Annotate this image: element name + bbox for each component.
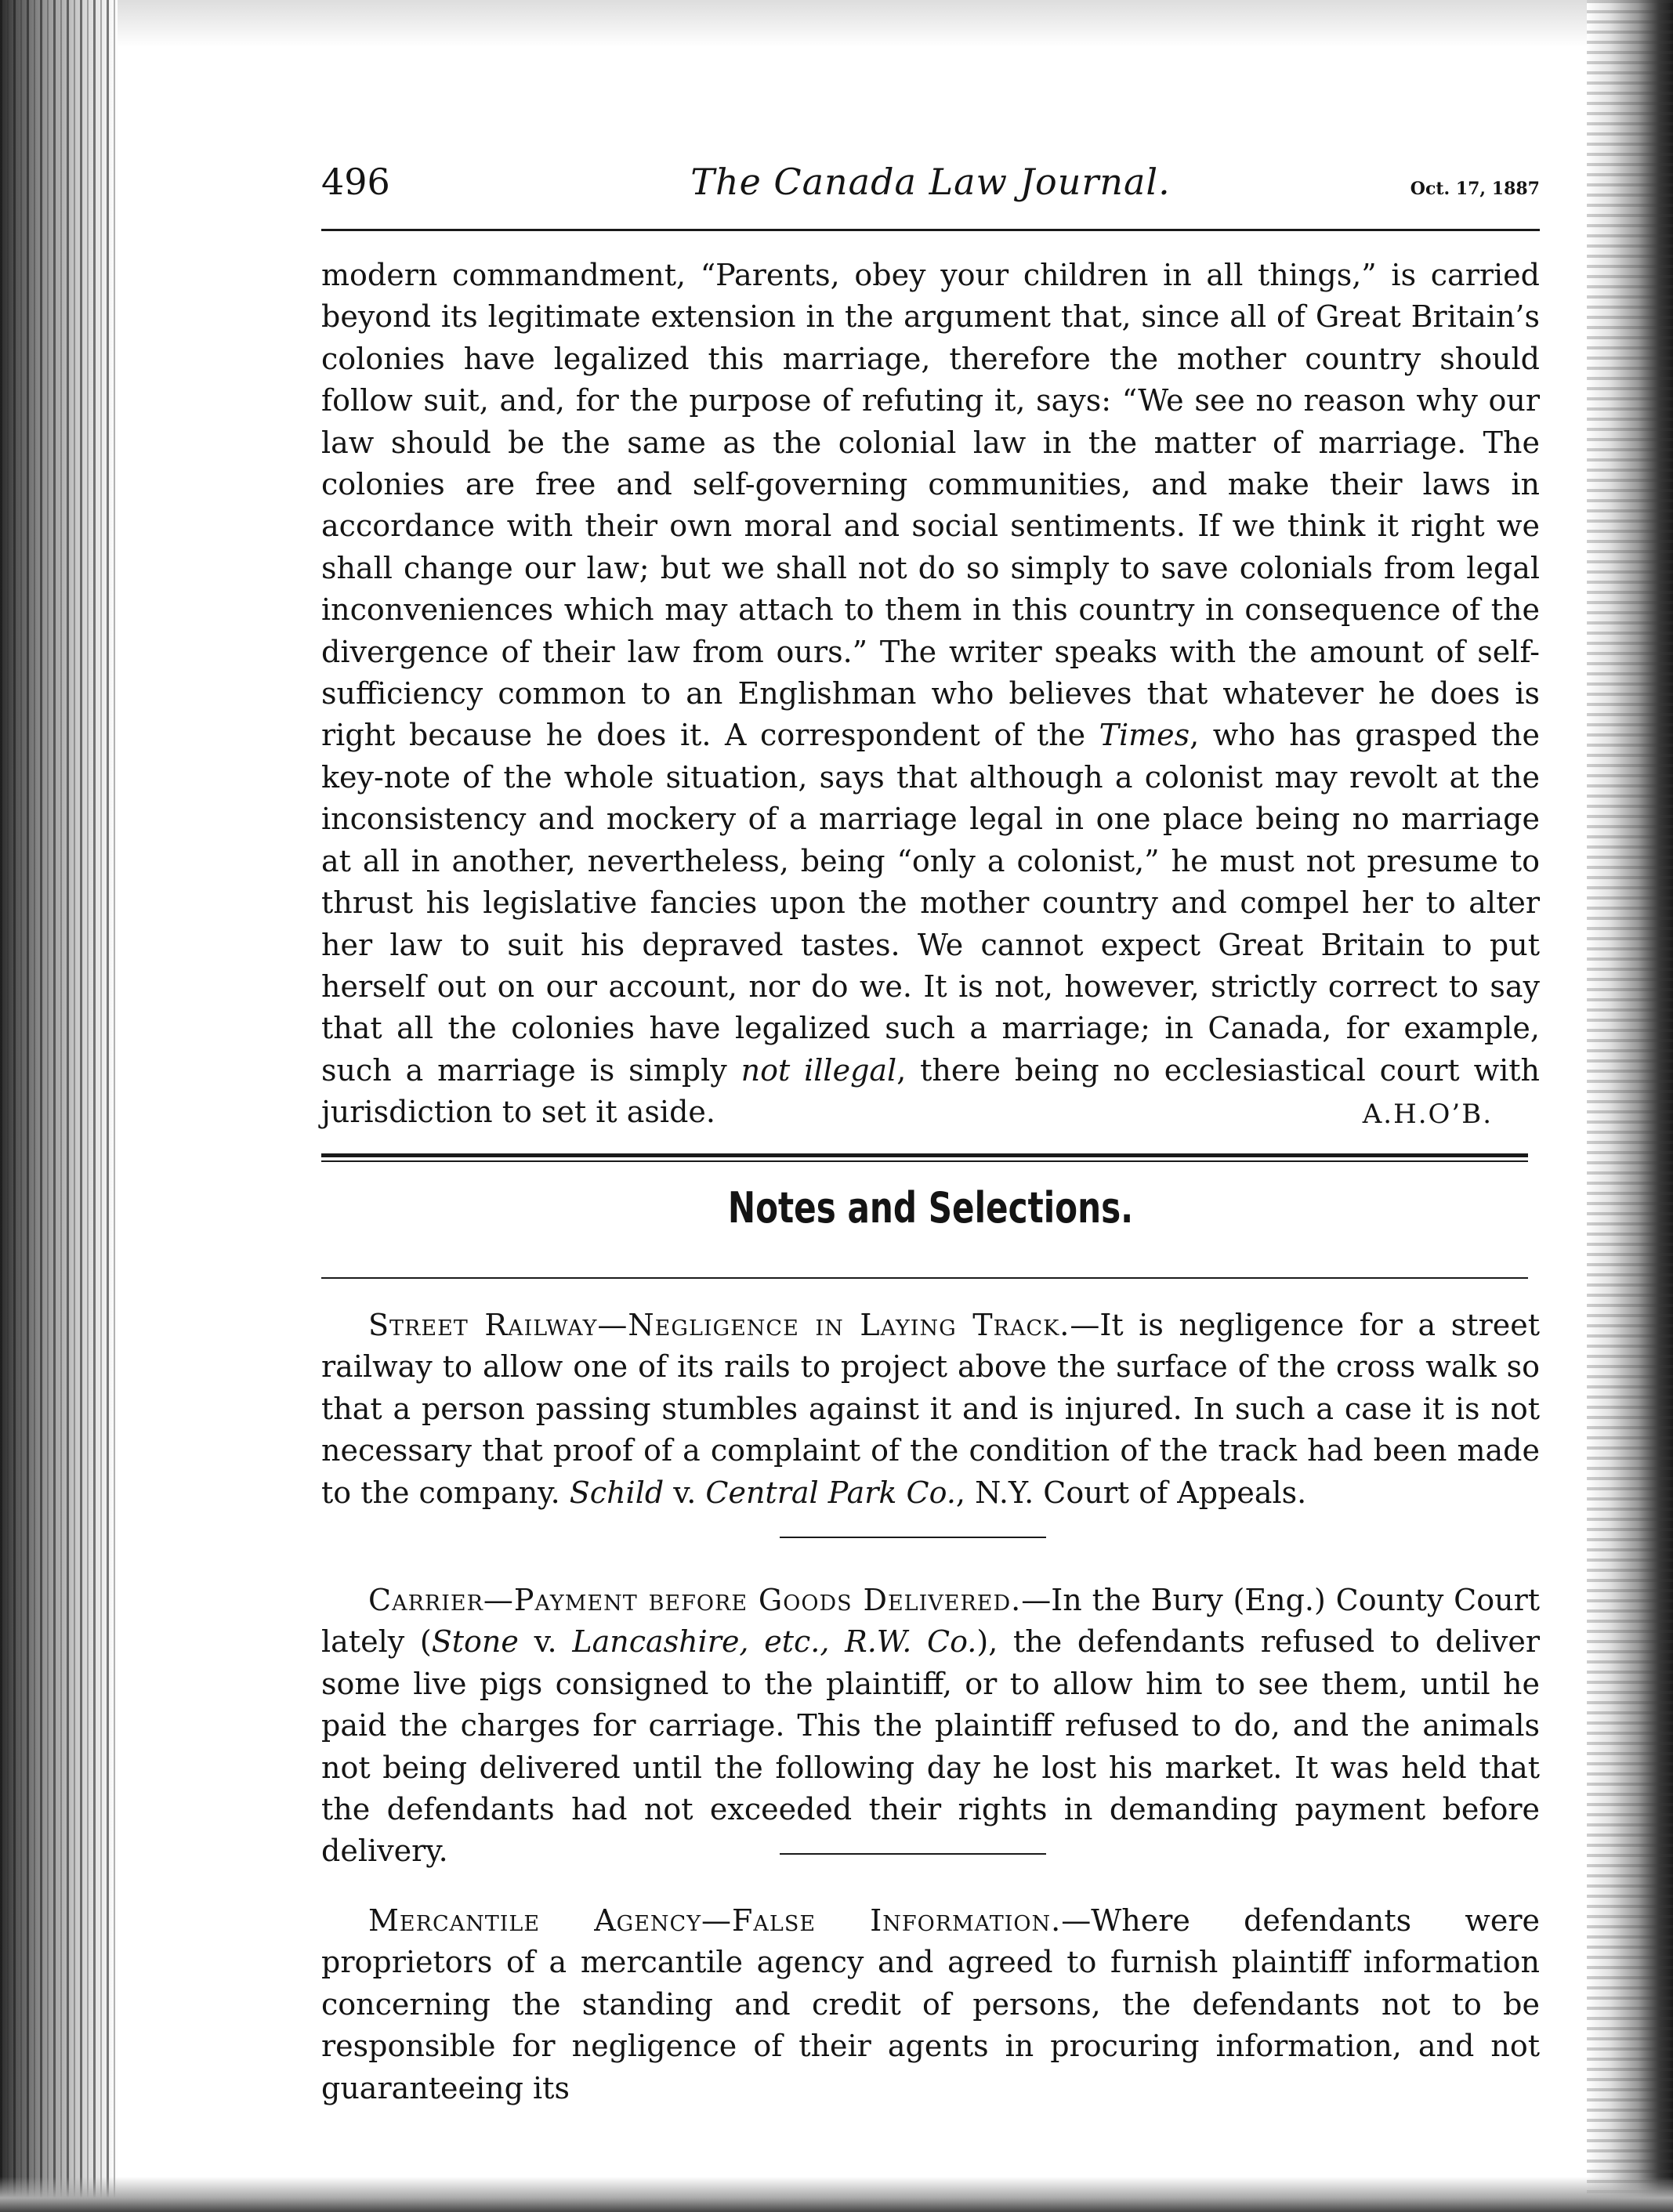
- note-street-railway: [321, 1305, 1540, 1514]
- note-title: Carrier—Payment before Goods Delivered.: [368, 1583, 1022, 1617]
- scan-bottom-edge: [0, 2177, 1673, 2212]
- article-text: [321, 255, 1540, 1134]
- note-paragraph: [321, 1305, 1540, 1514]
- case-name-plaintiff: Schild: [569, 1475, 664, 1510]
- article-text-part-2: , who has grasped the key-note of the whole situation, says that although a colonist may revolt at the inconsistency and mockery of a marriage legal in one place being no marriage at all in another, nevertheless, being “only a colonist,” he must not presume to thrust his legislative fancies upon the mother country and compel her to alter her law to suit his depraved tastes. We cannot expect Great Britain to put herself out on our account, nor do we. It is not, however, strictly correct to say that all the colonies have legalized such a marriage; in Canada, for example, such a marriage is simply: [321, 718, 1540, 1088]
- running-title: The Canada Law Journal.: [690, 161, 1171, 203]
- scan-right-edge: [1587, 0, 1673, 2212]
- header-rule: [321, 229, 1540, 231]
- article-italic-times: Times: [1099, 718, 1190, 753]
- issue-date: Oct. 17, 1887: [1410, 179, 1540, 199]
- page-number: 496: [321, 161, 390, 203]
- note-paragraph: [321, 1900, 1540, 2109]
- article-text-part-1: modern commandment, “Parents, obey your children in all things,” is carried beyond its legitimate extension in the argument that, since all of Great Britain’s colonies have legalized this marriage, therefore the mother country should follow suit, and, for the purpose of refuting it, says: “We see no reason why our law should be the same as the colonial law in the matter of marriage. The colonies are free and self-governing communities, and make their laws in accordance with their own moral and social sentiments. If we think it right we shall change our law; but we shall not do so simply to save colonials from legal inconveniences which may attach to them in this country in consequence of the divergence of their law from ours.” The writer speaks with the amount of self-sufficiency common to an Englishman who believes that whatever he does is right because he does it. A correspondent of the: [321, 258, 1540, 753]
- author-signature: A.H.O’B.: [1362, 1099, 1493, 1130]
- note-carrier: [321, 1580, 1540, 1873]
- case-name-defendant: Central Park Co.: [705, 1475, 956, 1510]
- note-paragraph: [321, 1580, 1540, 1873]
- case-name-plaintiff: Stone: [431, 1624, 519, 1660]
- page-header: [321, 157, 1540, 212]
- section-rule-top: [321, 1153, 1528, 1157]
- note-text-end: , N.Y. Court of Appeals.: [955, 1475, 1307, 1510]
- note-text: —It is negligence for a street railway to allow one of its rails to project above the surface of the cross walk so that a person passing stumbles against it and is injured. In such a case it is not necessary that proof of a complaint of the condition of the track had been made to the company.: [321, 1308, 1540, 1510]
- note-text: —Where defendants were proprietors of a mercantile agency and agreed to furnish plaintiff information concerning the standing and credit of persons, the defendants not to be responsible for negligence of their agents in procuring information, and not guaranteeing its: [321, 1903, 1540, 2105]
- note-title: Street Railway—Negligence in Laying Track.: [368, 1308, 1070, 1342]
- note-divider: [780, 1853, 1046, 1855]
- case-versus: v.: [664, 1475, 706, 1510]
- scan-top-edge: [118, 0, 1587, 47]
- article-italic-not-illegal: not illegal: [741, 1052, 897, 1088]
- note-text-end: ), the defendants refused to deliver some live pigs consigned to the plaintiff, or to allow him to see them, until he paid the charges for carriage. This the plaintiff refused to do, and the animals not being delivered until the following day he lost his market. It was held that the defendants had not exceeded their rights in demanding payment before delivery.: [321, 1624, 1541, 1869]
- case-versus: v.: [518, 1624, 573, 1660]
- article-text-part-3: , there being no ecclesiastical court with jurisdiction to set it aside.: [321, 1052, 1540, 1130]
- note-mercantile-agency: [321, 1900, 1540, 2109]
- article-paragraph: [321, 255, 1540, 1134]
- scan-left-edge: [0, 0, 118, 2212]
- section-rule-top-thin: [321, 1160, 1528, 1162]
- case-name-defendant: Lancashire, etc., R.W. Co.: [572, 1624, 977, 1660]
- note-title: Mercantile Agency—False Information.: [368, 1903, 1062, 1938]
- section-heading: Notes and Selections.: [727, 1183, 1134, 1233]
- section-rule-bottom: [321, 1277, 1528, 1279]
- note-divider: [780, 1537, 1046, 1538]
- note-text: —In the Bury (Eng.) County Court lately (: [321, 1583, 1540, 1660]
